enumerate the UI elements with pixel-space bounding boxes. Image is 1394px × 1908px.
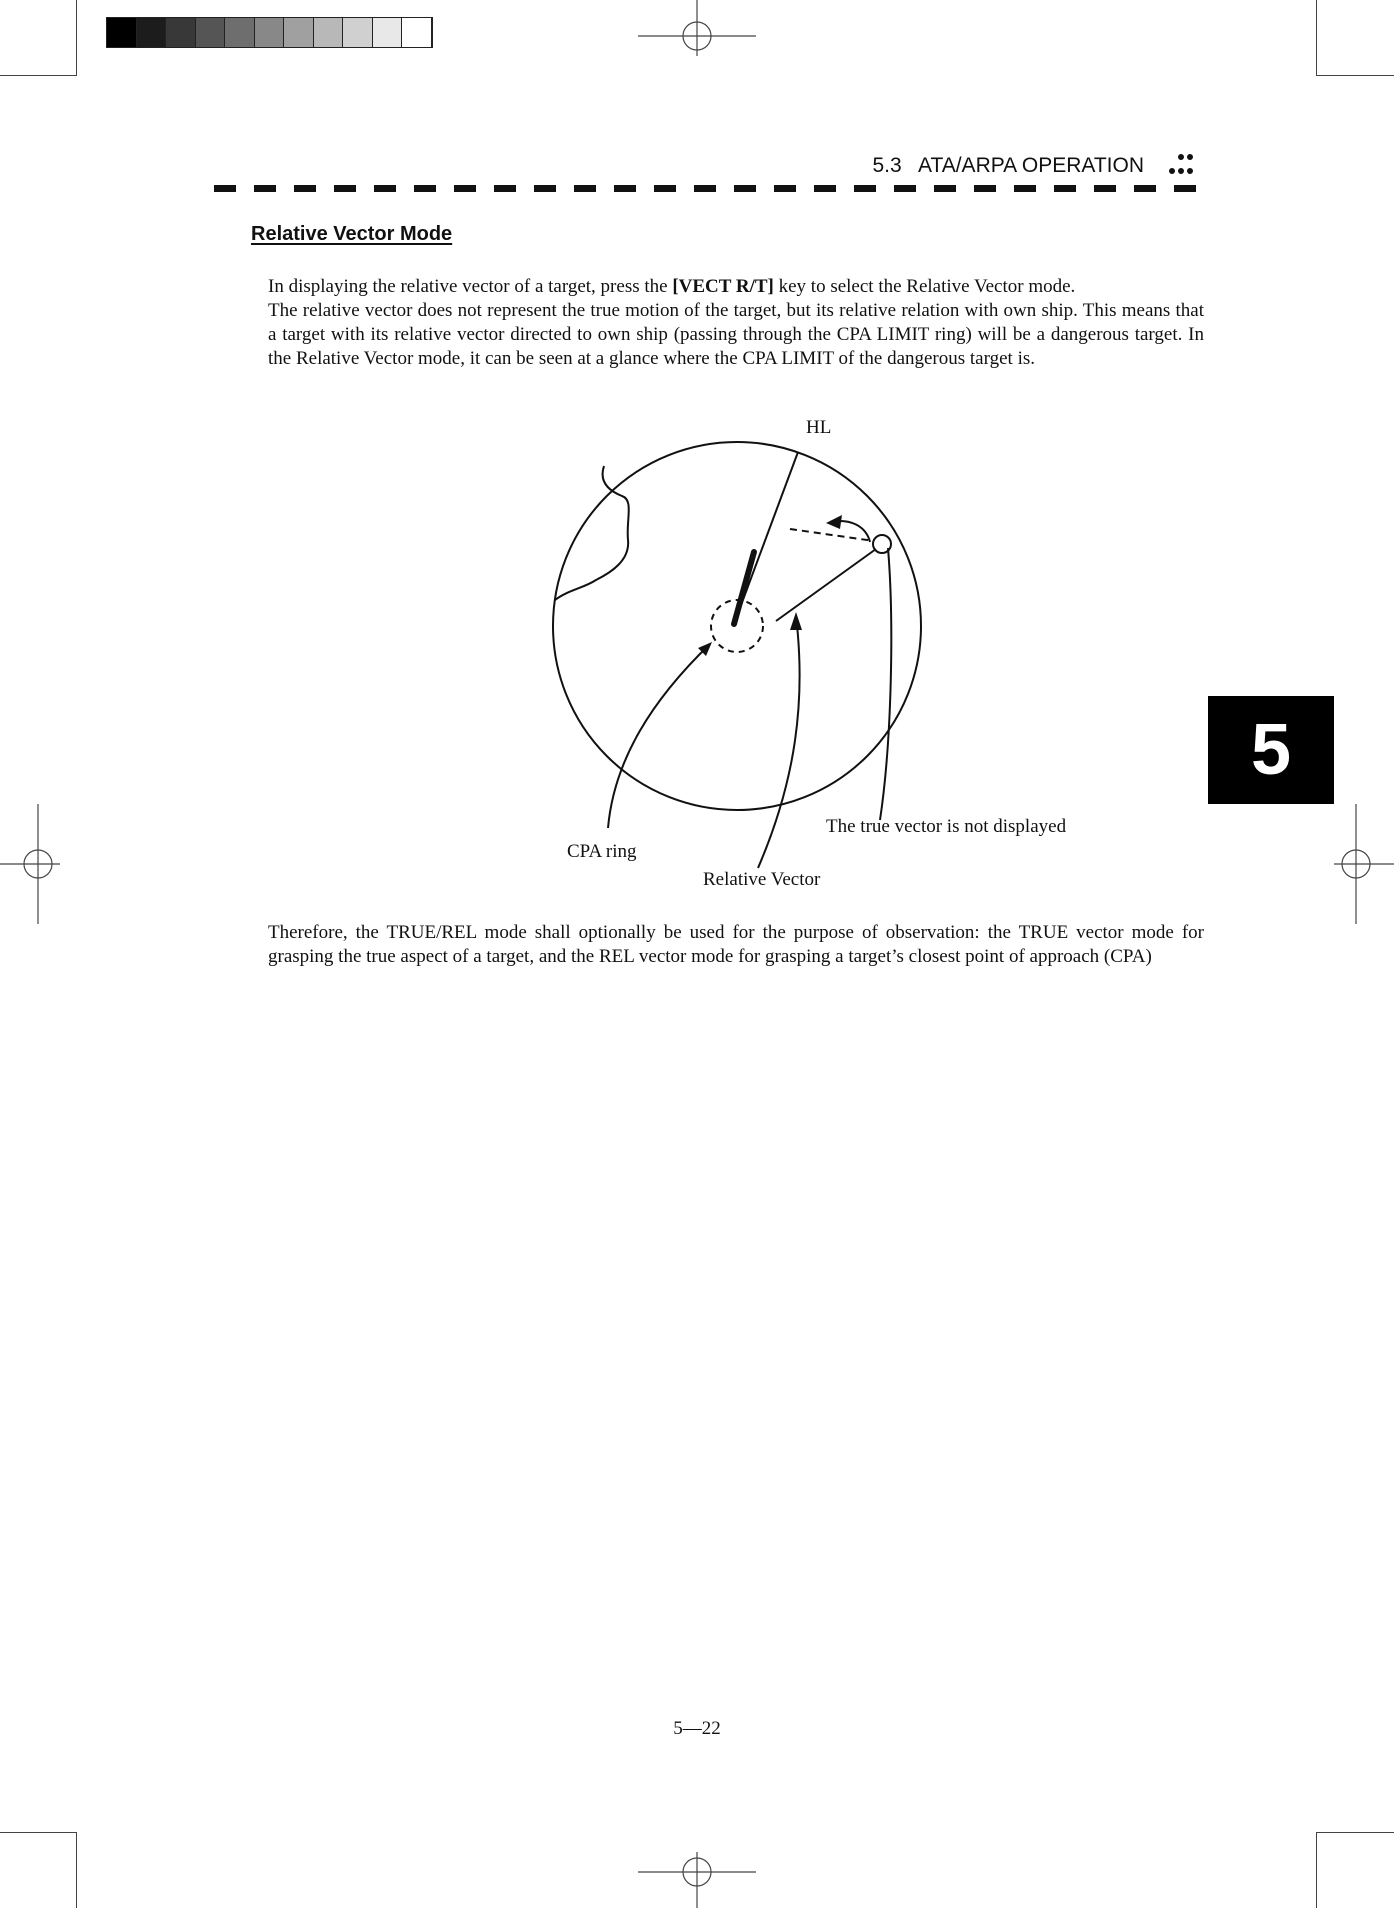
section-header [872, 154, 1144, 178]
dashed-bearing-line [790, 529, 874, 541]
cpa-ring-circle [711, 600, 763, 652]
dashed-bearing-arrowhead [826, 515, 842, 529]
intro-line-1-suffix: key to select the Relative Vector mode. [773, 276, 1076, 297]
cpa-ring-leader [608, 644, 710, 828]
intro-paragraph [268, 275, 1204, 371]
relative-vector-leader-arrowhead [790, 612, 802, 630]
relative-vector-leader [758, 616, 800, 868]
vect-key-label: [VECT R/T] [672, 276, 774, 297]
conclusion-text: Therefore, the TRUE/REL mode shall optionally be used for the purpose of observation: the TRUE vector mode for grasping the true aspect of a target, and the REL vector mode for grasping a target’s closest point of approach (CPA) [268, 922, 1204, 967]
chapter-tab: 5 [1208, 696, 1334, 804]
relative-vector-label: Relative Vector [703, 869, 821, 890]
cpa-ring-label: CPA ring [567, 841, 637, 862]
hl-label: HL [806, 417, 832, 438]
relative-vector-line [776, 549, 876, 621]
heading-line [734, 452, 798, 624]
gray-scale-strip [106, 17, 433, 48]
cpa-ring-leader-arrowhead [698, 642, 712, 656]
section-number: 5.3 [872, 154, 902, 177]
intro-body: The relative vector does not represent the true motion of the target, but its relative relation with own ship. This means that a target with its relative vector directed to own ship (passing through the CPA LIMIT ring) will be a dangerous target. In the Relative Vector mode, it can be seen at a glance where the CPA LIMIT of the dangerous target is. [268, 300, 1204, 369]
section-title: ATA/ARPA OPERATION [918, 154, 1144, 177]
own-ship-vector [734, 552, 754, 624]
radar-display-circle [553, 442, 921, 810]
dashed-bearing-arrow-curve [830, 521, 870, 542]
target-symbol [873, 535, 891, 553]
header-dashed-rule [214, 185, 1202, 192]
intro-line-1-prefix: In displaying the relative vector of a target, press the [268, 276, 673, 297]
true-vector-leader [880, 548, 891, 820]
coastline-shape [555, 466, 629, 600]
page-number: 5—22 [673, 1718, 721, 1739]
true-vector-label: The true vector is not displayed [826, 816, 1067, 837]
intro-line-1 [268, 275, 1204, 299]
conclusion-paragraph [268, 921, 1204, 969]
section-heading: Relative Vector Mode [251, 223, 453, 245]
